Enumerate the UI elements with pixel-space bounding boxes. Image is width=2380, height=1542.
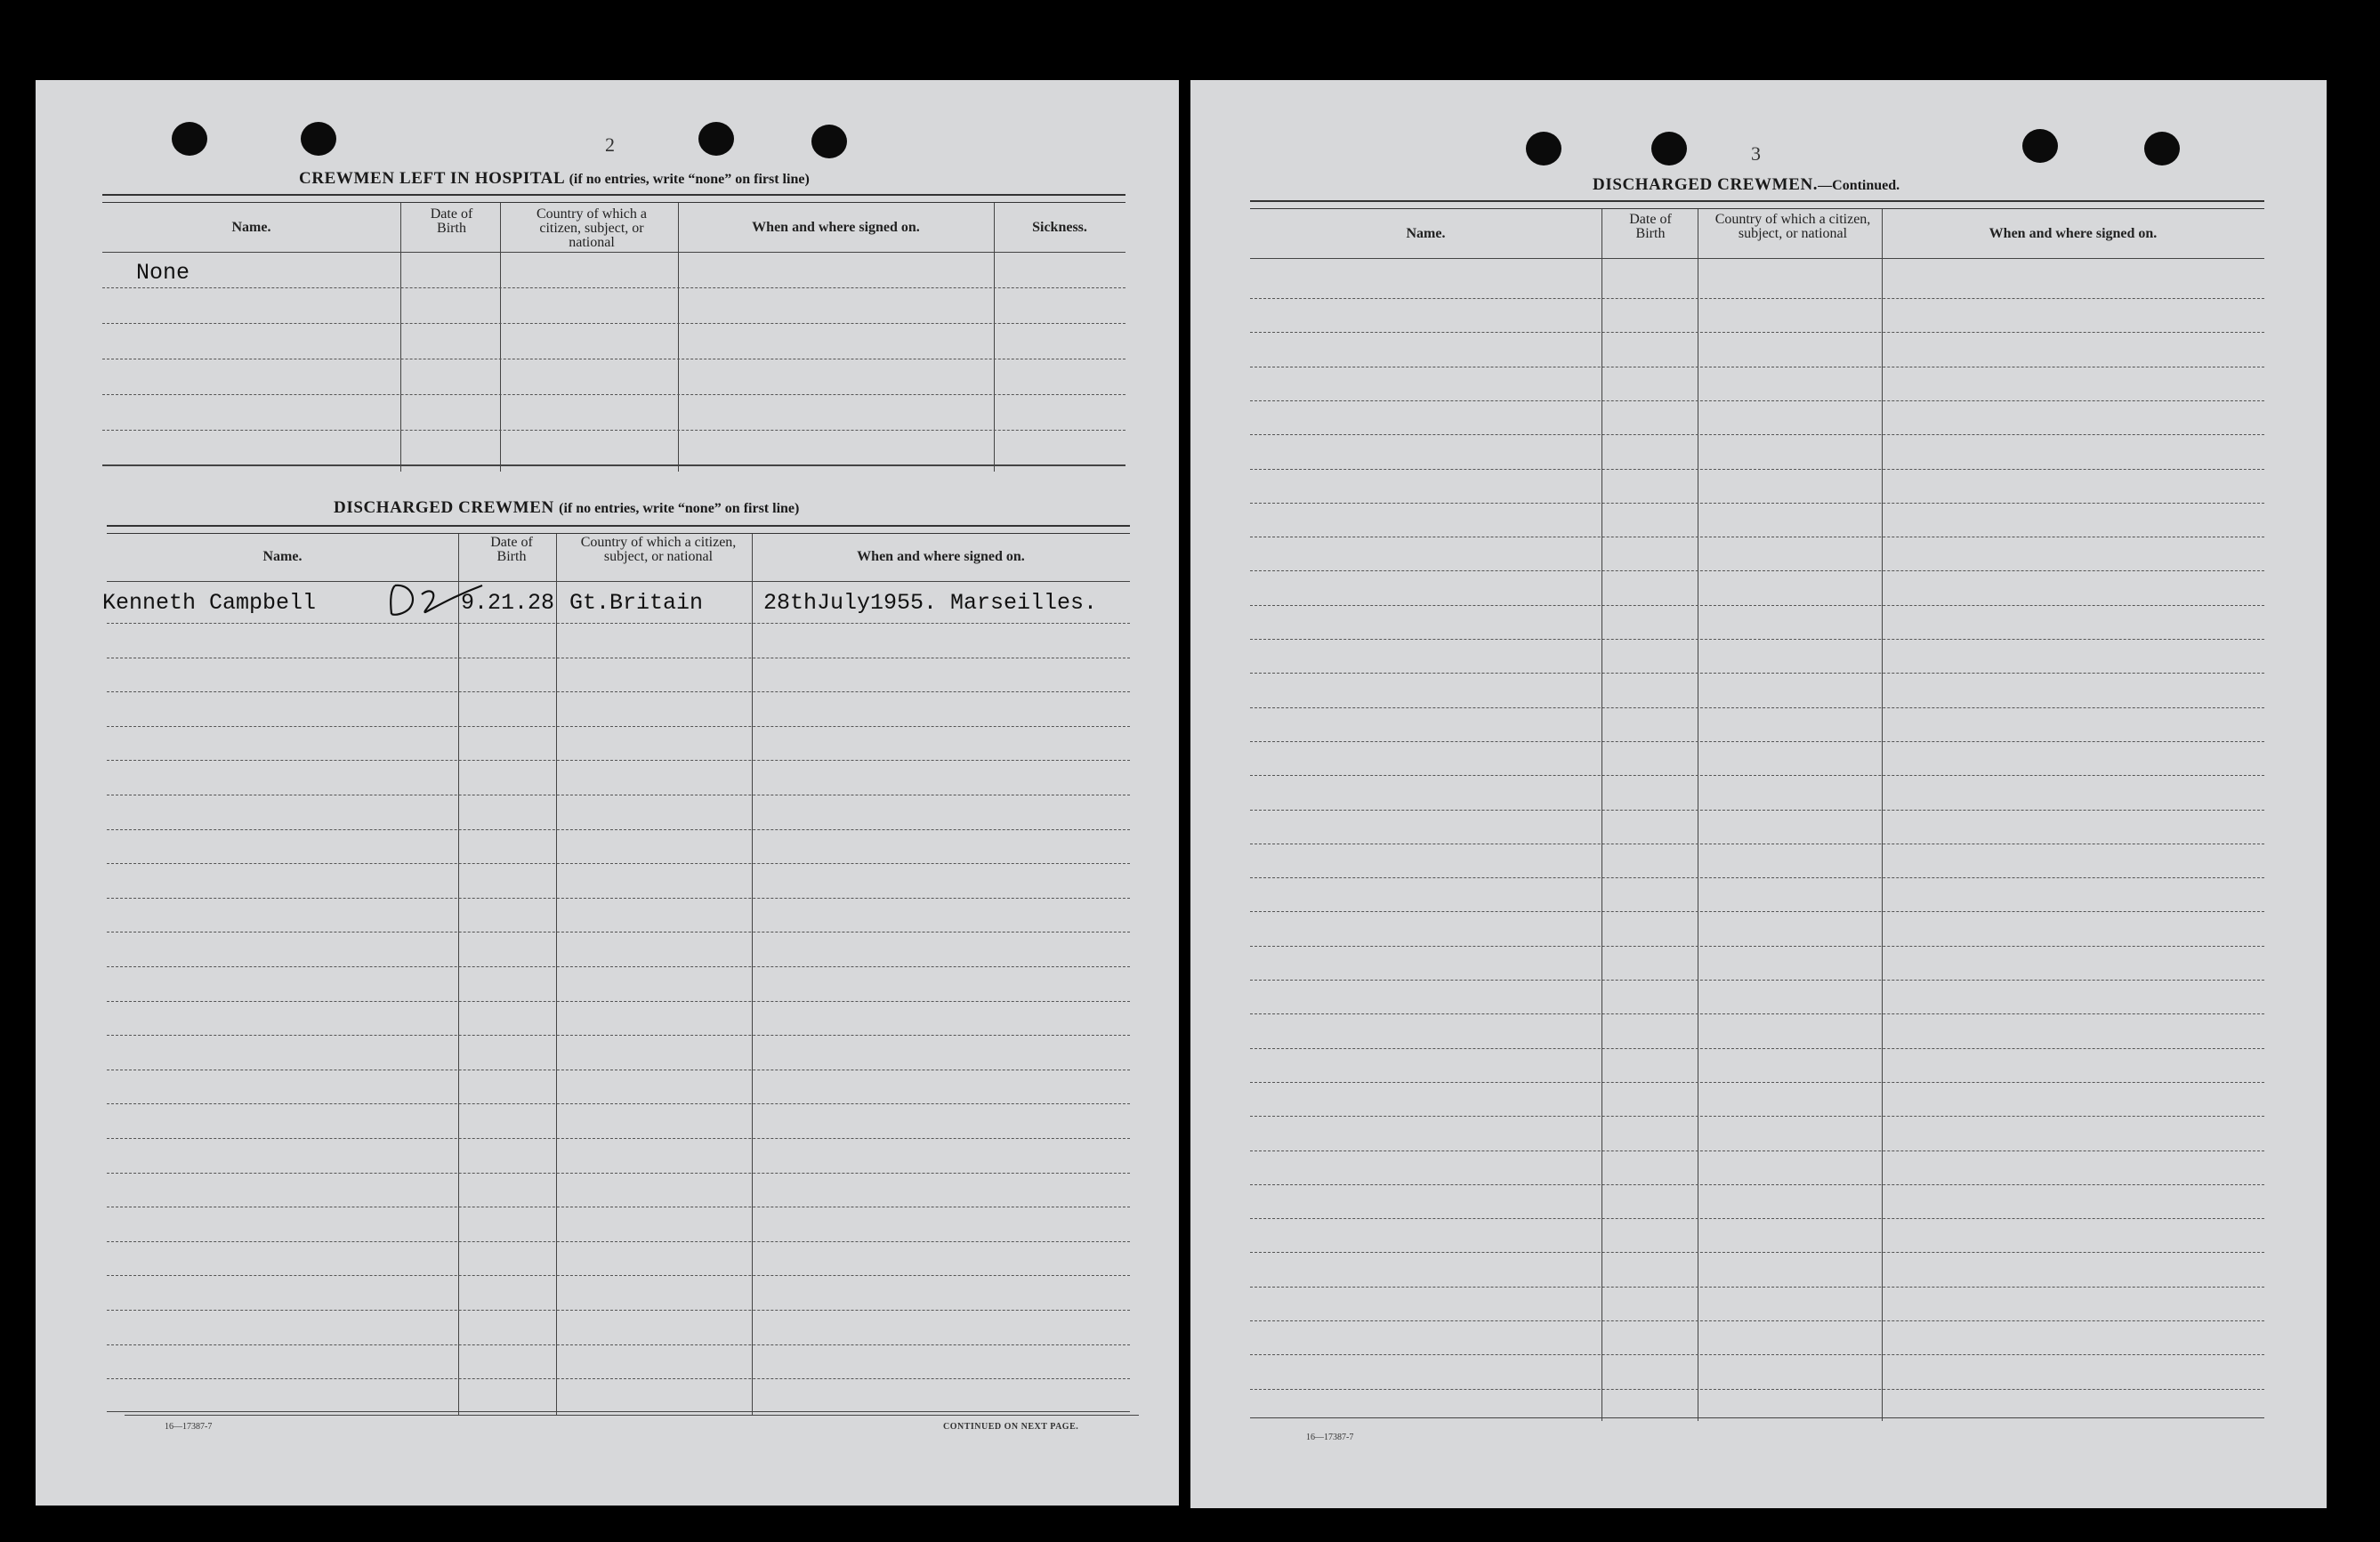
discharged-table — [102, 525, 1130, 1415]
header-rule — [107, 581, 1130, 582]
hospital-table — [102, 194, 1125, 472]
entry-line — [107, 1001, 1130, 1002]
entry-line — [1250, 673, 2264, 674]
entry-line — [1250, 1389, 2264, 1390]
column-header-dob: Date of Birth — [1629, 212, 1672, 241]
hospital-entry-none: None — [136, 260, 190, 286]
entry-line — [1250, 775, 2264, 776]
right-page — [1190, 80, 2327, 1508]
entry-line — [107, 1275, 1130, 1276]
entry-line — [1250, 469, 2264, 470]
entry-line — [107, 1035, 1130, 1036]
entry-line — [1250, 877, 2264, 878]
column-header-signed-on: When and where signed on. — [857, 549, 1025, 564]
entry-line — [1250, 1150, 2264, 1151]
entry-line — [107, 1173, 1130, 1174]
entry-line — [1250, 980, 2264, 981]
entry-line — [1250, 1252, 2264, 1253]
entry-line — [1250, 1354, 2264, 1355]
entry-line — [1250, 570, 2264, 571]
entry-line — [1250, 1218, 2264, 1219]
table-bottom-rule — [102, 464, 1125, 466]
entry-line — [1250, 1048, 2264, 1049]
column-divider — [752, 534, 753, 1415]
column-header-dob: Date of Birth — [490, 535, 533, 564]
column-divider — [400, 203, 401, 472]
punch-hole — [698, 122, 734, 156]
entry-line — [107, 760, 1130, 761]
punch-hole — [1651, 132, 1687, 166]
entry-line — [1250, 434, 2264, 435]
column-divider — [1601, 209, 1602, 1421]
column-divider — [556, 534, 557, 1415]
punch-hole — [2022, 129, 2058, 163]
entry-line — [107, 623, 1130, 624]
page-number: 2 — [605, 133, 615, 156]
column-header-signed-on: When and where signed on. — [752, 220, 920, 235]
entry-line — [1250, 1116, 2264, 1117]
discharged-continued-heading: DISCHARGED CREWMEN.—Continued. — [1593, 175, 1900, 194]
punch-hole — [172, 122, 207, 156]
entry-line — [107, 966, 1130, 967]
entry-line — [107, 1344, 1130, 1345]
entry-line — [1250, 639, 2264, 640]
left-page — [36, 80, 1179, 1506]
column-header-signed-on: When and where signed on. — [1989, 226, 2158, 241]
entry-line — [107, 863, 1130, 864]
table-top-rule — [107, 525, 1130, 534]
entry-line — [1250, 1184, 2264, 1185]
entry-line — [1250, 1082, 2264, 1083]
entry-line — [1250, 1013, 2264, 1014]
entry-line — [107, 829, 1130, 830]
column-divider — [678, 203, 679, 472]
entry-line — [102, 430, 1125, 431]
column-header-name: Name. — [231, 220, 271, 235]
entry-line — [107, 1310, 1130, 1311]
punch-hole — [301, 122, 336, 156]
discharged-continued-table — [1250, 200, 2264, 1421]
entry-line — [1250, 911, 2264, 912]
entry-line — [107, 898, 1130, 899]
column-divider — [500, 203, 501, 472]
entry-line — [1250, 605, 2264, 606]
punch-hole — [811, 125, 847, 158]
entry-line — [102, 394, 1125, 395]
form-number: 16—17387-7 — [165, 1422, 213, 1432]
form-number: 16—17387-7 — [1306, 1433, 1354, 1442]
page-number: 3 — [1751, 142, 1761, 165]
entry-line — [102, 323, 1125, 324]
table-top-rule — [102, 194, 1125, 203]
entry-line — [107, 1103, 1130, 1104]
table-bottom-rule — [1250, 1417, 2264, 1418]
table-top-rule — [1250, 200, 2264, 209]
column-header-dob: Date of Birth — [430, 206, 473, 236]
column-divider — [458, 534, 459, 1415]
crewman-name: Kenneth Campbell — [102, 590, 317, 616]
punch-hole — [2144, 132, 2180, 166]
column-header-country: Country of which a citizen, subject, or national — [537, 206, 647, 250]
column-divider — [1882, 209, 1883, 1421]
continued-notice: CONTINUED ON NEXT PAGE. — [943, 1422, 1079, 1432]
entry-line — [1250, 298, 2264, 299]
crewman-country: Gt.Britain — [569, 590, 704, 616]
punch-hole — [1526, 132, 1561, 166]
entry-line — [1250, 741, 2264, 742]
table-bottom-rule — [107, 1411, 1130, 1412]
discharged-heading: DISCHARGED CREWMEN (if no entries, write “none” on first line) — [334, 498, 800, 517]
entry-line — [107, 726, 1130, 727]
entry-line — [107, 1378, 1130, 1379]
entry-line — [1250, 946, 2264, 947]
header-rule — [102, 252, 1125, 253]
entry-line — [107, 691, 1130, 692]
column-header-sickness: Sickness. — [1032, 220, 1087, 235]
entry-line — [1250, 1320, 2264, 1321]
crewman-signed-on: 28thJuly1955. Marseilles. — [763, 590, 1098, 616]
entry-line — [1250, 707, 2264, 708]
column-header-country: Country of which a citizen, subject, or national — [580, 535, 737, 564]
entry-line — [102, 287, 1125, 288]
footer-rule — [125, 1415, 1139, 1416]
entry-line — [107, 1241, 1130, 1242]
entry-line — [1250, 400, 2264, 401]
entry-line — [107, 1138, 1130, 1139]
entry-line — [1250, 1287, 2264, 1288]
entry-line — [1250, 503, 2264, 504]
hospital-heading: CREWMEN LEFT IN HOSPITAL (if no entries, write “none” on first line) — [299, 169, 810, 188]
column-header-name: Name. — [262, 549, 303, 564]
entry-line — [1250, 332, 2264, 333]
column-header-name: Name. — [1406, 226, 1446, 241]
crewman-dob: 9.21.28 — [461, 590, 555, 616]
column-header-country: Country of which a citizen, subject, or national — [1714, 212, 1871, 241]
entry-line — [1250, 810, 2264, 811]
column-divider — [994, 203, 995, 472]
header-rule — [1250, 258, 2264, 259]
